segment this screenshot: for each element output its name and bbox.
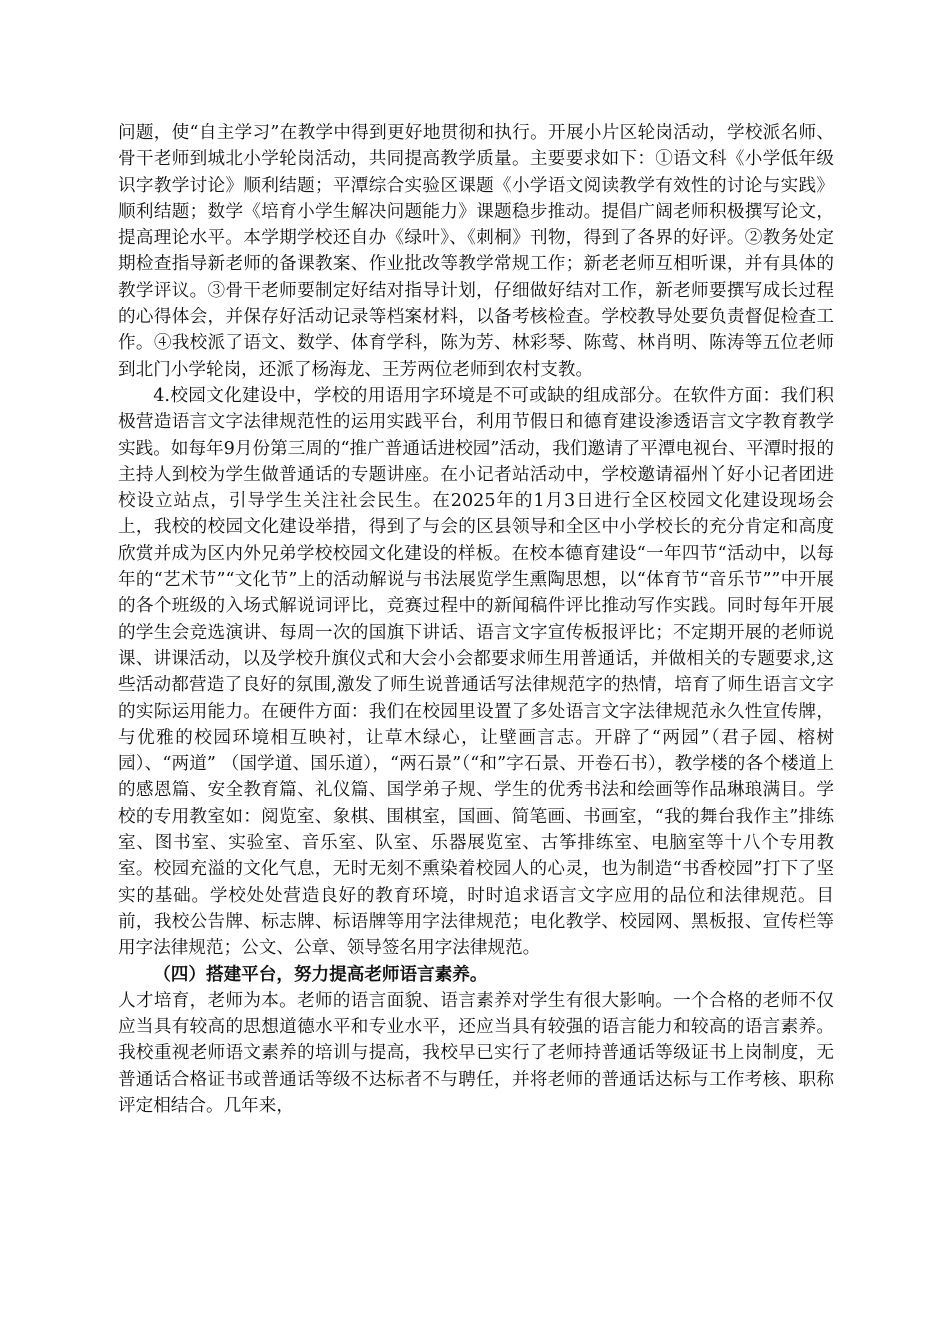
section-heading: （四）搭建平台，努力提高老师语言素养。 [153,963,488,985]
paragraph-campus-culture: 4.校园文化建设中，学校的用语用字环境是不可或缺的组成部分。在软件方面：我们积极营造语言文字法律规范性的运用实践平台，利用节假日和德育建设渗透语言文字教育教学实践。如每年9月份第三周的“推广普通话进校园”活动，我们邀请了平潭电视台、平潭时报的主持人到校为学生做普通话的专题讲座。在小记者站活动中，学校邀请福州丫好小记者团进校设立站点，引导学生关注社会民生。在2025年的1月3日进行全区校园文化建设现场会上，我校的校园文化建设举措，得到了与会的区县领导和全区中小学校长的充分肯定和高度欣赏并成为区内外兄弟学校校园文化建设的样板。在校本德育建设“一年四节“活动中，以每年的“艺术节”“文化节”上的活动解说与书法展览学生熏陶思想，以“体育节“音乐节””中开展的各个班级的入场式解说词评比，竞赛过程中的新闻稿件评比推动写作实践。同时每年开展的学生会竞选演讲、每周一次的国旗下讲话、语言文字宣传板报评比；不定期开展的老师说课、讲课活动，以及学校升旗仪式和大会小会都要求师生用普通话，并做相关的专题要求,这些活动都营造了良好的氛围,激发了师生说普通话写法律规范字的热情，培育了师生语言文字的实际运用能力。在硬件方面：我们在校园里设置了多处语言文字法律规范永久性宣传牌，与优雅的校园环境相互映衬，让草木绿心，让壁画言志。开辟了“两园”（君子园、榕树园）、“两道” （国学道、国乐道），“两石景”（“和”字石景、开卷石书），教学楼的各个楼道上的感恩篇、安全教育篇、礼仪篇、国学弟子规、学生的优秀书法和绘画等作品琳琅满目。学校的专用教室如：阅览室、象棋、围棋室，国画、简笔画、书画室，“我的舞台我作主”排练室、图书室、实验室、音乐室、队室、乐器展览室、古筝排练室、电脑室等十八个专用教室。校园充溢的文化气息，无时无刻不熏染着校园人的心灵，也为制造“书香校园”打下了坚实的基础。学校处处营造良好的教育环境，时时追求语言文字应用的品位和法律规范。目前，我校公告牌、标志牌、标语牌等用字法律规范；电化教学、校园网、黑板报、宣传栏等用字法律规范；公文、公章、领导签名用字法律规范。 [118,385,834,959]
paragraph-teaching-research: 问题，使“自主学习”在教学中得到更好地贯彻和执行。开展小片区轮岗活动，学校派名师、骨干老师到城北小学轮岗活动，共同提高教学质量。主要要求如下：①语文科《小学低年级识字教学讨论》顺利结题；平潭综合实验区课题《小学语文阅读教学有效性的讨论与实践》顺利结题；数学《培育小学生解决问题能力》课题稳步推动。提倡广阔老师积极撰写论文，提高理论水平。本学期学校还自办《绿叶》、《刺桐》刊物，得到了各界的好评。②教务处定期检查指导新老师的备课教案、作业批改等教学常规工作；新老老师互相听课，并有具体的教学评议。③骨干老师要制定好结对指导计划，仔细做好结对工作，新老师要撰写成长过程的心得体会，并保存好活动记录等档案材料，以备考核检查。学校教导处要负责督促检查工作。④我校派了语文、数学、体育学科，陈为芳、林彩琴、陈莺、林肖明、陈涛等五位老师到北门小学轮岗，还派了杨海龙、王芳两位老师到农村支教。 [118,123,834,380]
document-page [118,120,834,1119]
paragraph-teacher-quality: 人才培育，老师为本。老师的语言面貌、语言素养对学生有很大影响。一个合格的老师不仅应当具有较高的思想道德水平和专业水平，还应当具有较强的语言能力和较高的语言素养。我校重视老师语文素养的培训与提高，我校早已实行了老师持普通话等级证书上岗制度，无普通话合格证书或普通话等级不达标者不与聘任，并将老师的普通话达标与工作考核、职称评定相结合。几年来， [118,990,834,1116]
